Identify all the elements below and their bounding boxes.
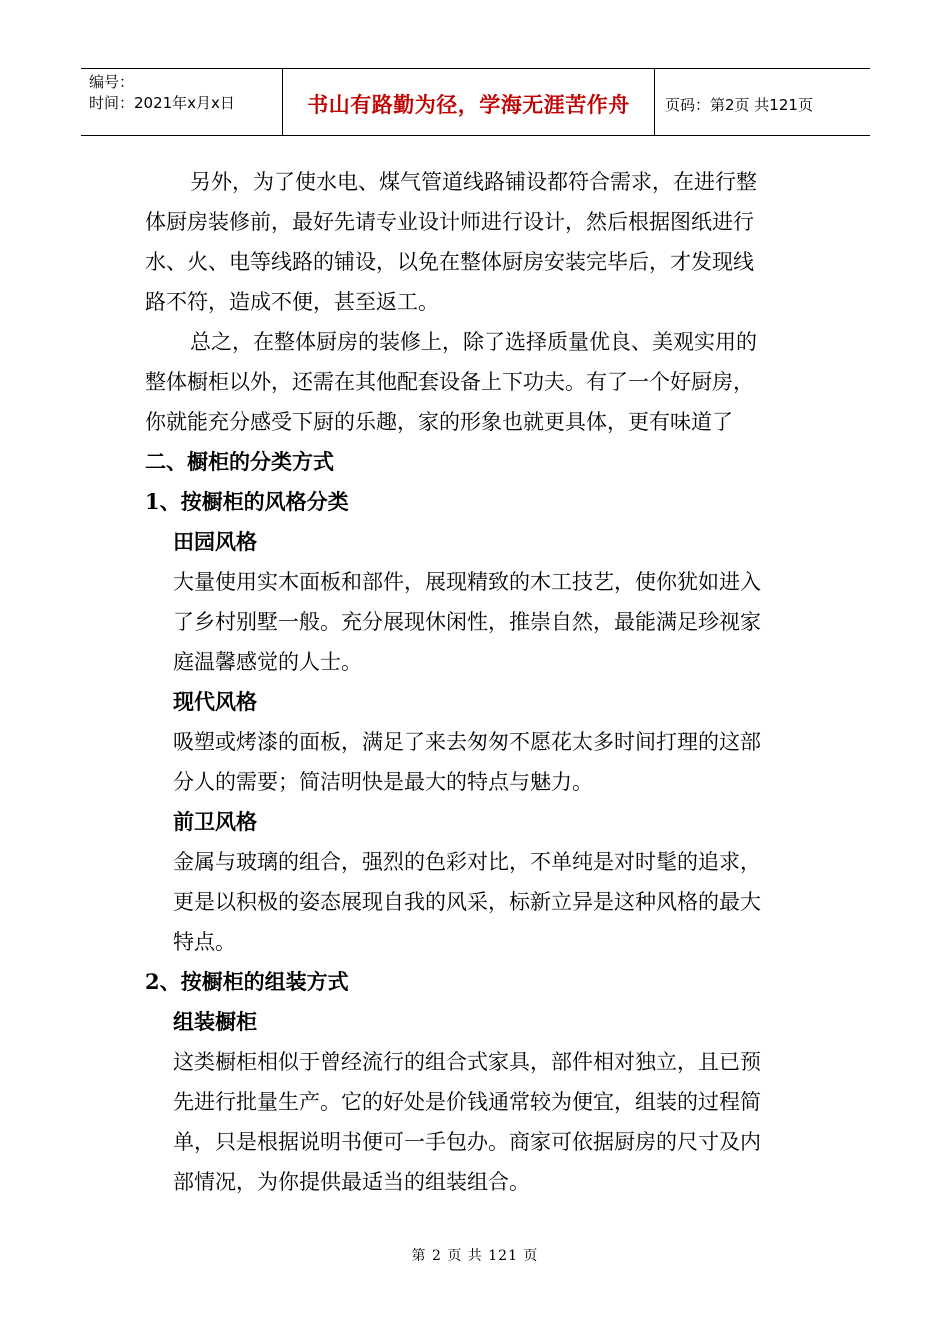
paragraph-line: 水、火、电等线路的铺设，以免在整体厨房安装完毕后，才发现线 [145, 250, 754, 274]
header-motto: 书山有路勤为径，学海无涯苦作舟 [282, 69, 655, 135]
page-footer: 第 2 页 共 121 页 [411, 1248, 539, 1264]
paragraph-line: 你就能充分感受下厨的乐趣，家的形象也就更具体，更有味道了 [145, 410, 733, 434]
style-title: 组装橱柜 [173, 1009, 257, 1034]
paragraph-line: 金属与玻璃的组合，强烈的色彩对比，不单纯是对时髦的追求， [173, 850, 761, 874]
paragraph-line: 了乡村别墅一般。充分展现休闲性，推崇自然，最能满足珍视家 [173, 610, 761, 634]
paragraph-line: 整体橱柜以外，还需在其他配套设备上下功夫。有了一个好厨房， [145, 370, 754, 394]
paragraph-line: 先进行批量生产。它的好处是价钱通常较为便宜，组装的过程简 [173, 1090, 761, 1114]
paragraph-line: 这类橱柜相似于曾经流行的组合式家具，部件相对独立，且已预 [173, 1050, 761, 1074]
style-title: 现代风格 [173, 689, 257, 714]
subsection-heading: 1、按橱柜的风格分类 [145, 489, 349, 514]
paragraph-line: 庭温馨感觉的人士。 [173, 650, 362, 674]
paragraph-line: 另外，为了使水电、煤气管道线路铺设都符合需求，在进行整 [190, 170, 757, 194]
style-title: 前卫风格 [173, 809, 257, 834]
header-meta [81, 69, 282, 135]
paragraph-line: 分人的需要；简洁明快是最大的特点与魅力。 [173, 770, 593, 794]
paragraph-line: 大量使用实木面板和部件，展现精致的木工技艺，使你犹如进入 [173, 570, 761, 594]
header-number-label: 编号： [89, 73, 135, 91]
paragraph-line: 更是以积极的姿态展现自我的风采，标新立异是这种风格的最大 [173, 890, 761, 914]
paragraph-line: 总之，在整体厨房的装修上，除了选择质量优良、美观实用的 [190, 330, 757, 354]
subsection-heading: 2、按橱柜的组装方式 [145, 969, 349, 994]
style-title: 田园风格 [173, 529, 257, 554]
paragraph-line: 吸塑或烤漆的面板，满足了来去匆匆不愿花太多时间打理的这部 [173, 730, 761, 754]
page-header [81, 68, 870, 136]
section-heading: 二、橱柜的分类方式 [145, 449, 334, 474]
document-body [145, 162, 810, 1202]
paragraph-line: 体厨房装修前，最好先请专业设计师进行设计，然后根据图纸进行 [145, 210, 754, 234]
paragraph-line: 单，只是根据说明书便可一手包办。商家可依据厨房的尺寸及内 [173, 1130, 761, 1154]
header-time-label: 时间：2021年x月x日 [89, 94, 235, 112]
paragraph-line: 路不符，造成不便，甚至返工。 [145, 290, 439, 314]
paragraph-line: 特点。 [173, 930, 236, 954]
header-page-info: 页码：第2页 共121页 [665, 95, 813, 114]
paragraph-line: 部情况，为你提供最适当的组装组合。 [173, 1170, 530, 1194]
